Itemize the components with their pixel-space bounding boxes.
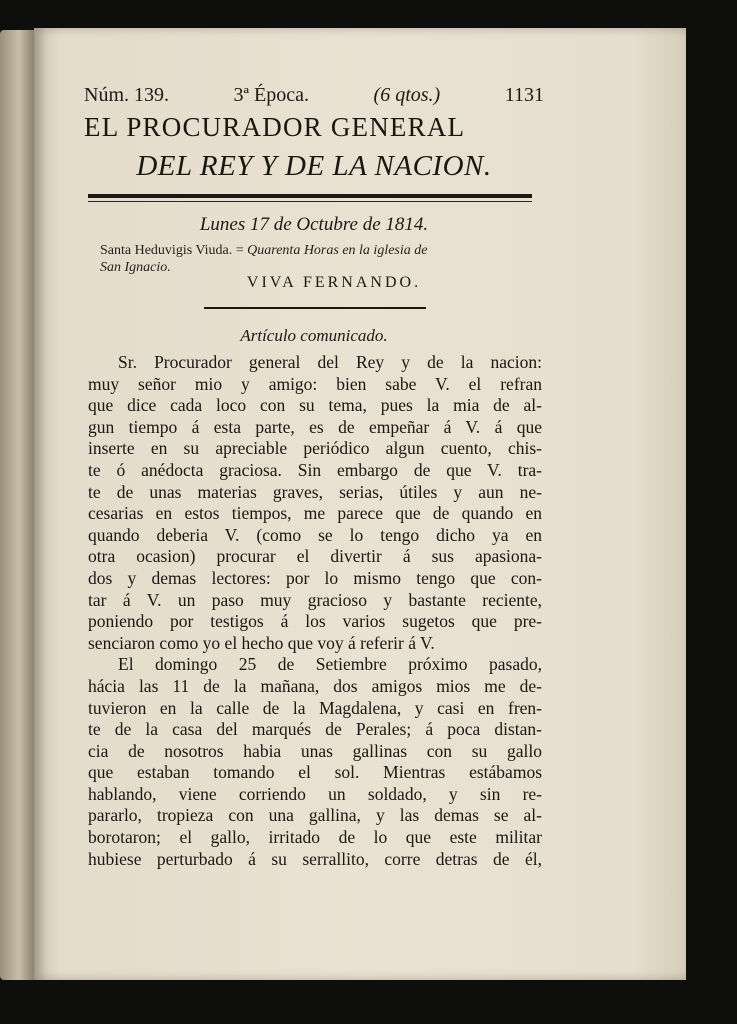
article-line: que dice cada loco con su tema, pues la mia de al- (88, 395, 542, 416)
article-line: tar á V. un paso muy gracioso y bastante reciente, (88, 589, 542, 610)
article-line: te de unas materias graves, serias, útiles y aun ne- (88, 481, 542, 502)
saints-of-day (100, 242, 540, 276)
issue-date: Lunes 17 de Octubre de 1814. (199, 214, 429, 235)
article-line: hablando, viene corriendo un soldado, y sin re- (88, 783, 542, 804)
article-line: que estaban tomando el sol. Mientras estábamos (88, 762, 542, 783)
motto: VIVA FERNANDO. (246, 274, 422, 291)
facing-page-edge (0, 30, 34, 980)
article-line: Sr. Procurador general del Rey y de la nacion: (118, 352, 542, 372)
article-line: poniendo por testigos á los varios sugetos que pre- (88, 611, 542, 632)
article-line: cesarias en estos tiempos, me parece que de quando en (88, 503, 542, 524)
issue-number: Núm. 139. (84, 84, 169, 106)
issue-quartos: (6 qtos.) (373, 84, 441, 106)
article-body (88, 352, 542, 870)
page-number: 1131 (504, 84, 544, 106)
article-line: gun tiempo á esta parte, es de empeñar á V. á que (88, 416, 542, 437)
article-line: dos y demas lectores: por lo mismo tengo que con- (88, 567, 542, 588)
masthead-subtitle: DEL REY Y DE LA NACION. (136, 150, 492, 182)
article-line: te ó anédocta graciosa. Sin embargo de que V. tra- (88, 459, 542, 480)
masthead-title: EL PROCURADOR GENERAL (84, 112, 466, 142)
article-title: Artículo comunicado. (240, 326, 388, 345)
devotion-note: Quarenta Horas en la iglesia de (247, 243, 428, 258)
issue-epoch: 3ª Época. (233, 84, 310, 106)
article-line: El domingo 25 de Setiembre próximo pasado, (118, 654, 542, 675)
issue-header (84, 84, 544, 107)
article-line: te de la casa del marqués de Perales; á poca distan- (88, 719, 542, 740)
article-line: otra ocasion) procurar el divertir á sus apasiona- (88, 546, 542, 567)
article-line: hubiese perturbado á su serrallito, corre detras de él, (88, 848, 542, 869)
saint-name: Santa Heduvigis Viuda. = (100, 243, 248, 258)
devotion-location: San Ignacio. (100, 260, 171, 275)
masthead-rule-thin (88, 201, 532, 202)
article-line: pararlo, tropieza con una gallina, y las demas se al- (88, 805, 542, 826)
section-rule (204, 307, 426, 309)
article-line: senciaron como yo el hecho que voy á referir á V. (88, 632, 435, 653)
article-line: cia de nosotros habia unas gallinas con su gallo (88, 740, 542, 761)
article-line: borotaron; el gallo, irritado de lo que este militar (88, 827, 542, 848)
article-line: inserte en su apreciable periódico algun cuento, chis- (88, 438, 542, 459)
article-line: tuvieron en la calle de la Magdalena, y casi en fren- (88, 697, 542, 718)
masthead-rule-thick (88, 194, 532, 198)
article-line: hácia las 11 de la mañana, dos amigos mios me de- (88, 675, 542, 696)
article-line: muy señor mio y amigo: bien sabe V. el refran (88, 373, 542, 394)
article-line: quando deberia V. (como se lo tengo dicho ya en (88, 524, 542, 545)
